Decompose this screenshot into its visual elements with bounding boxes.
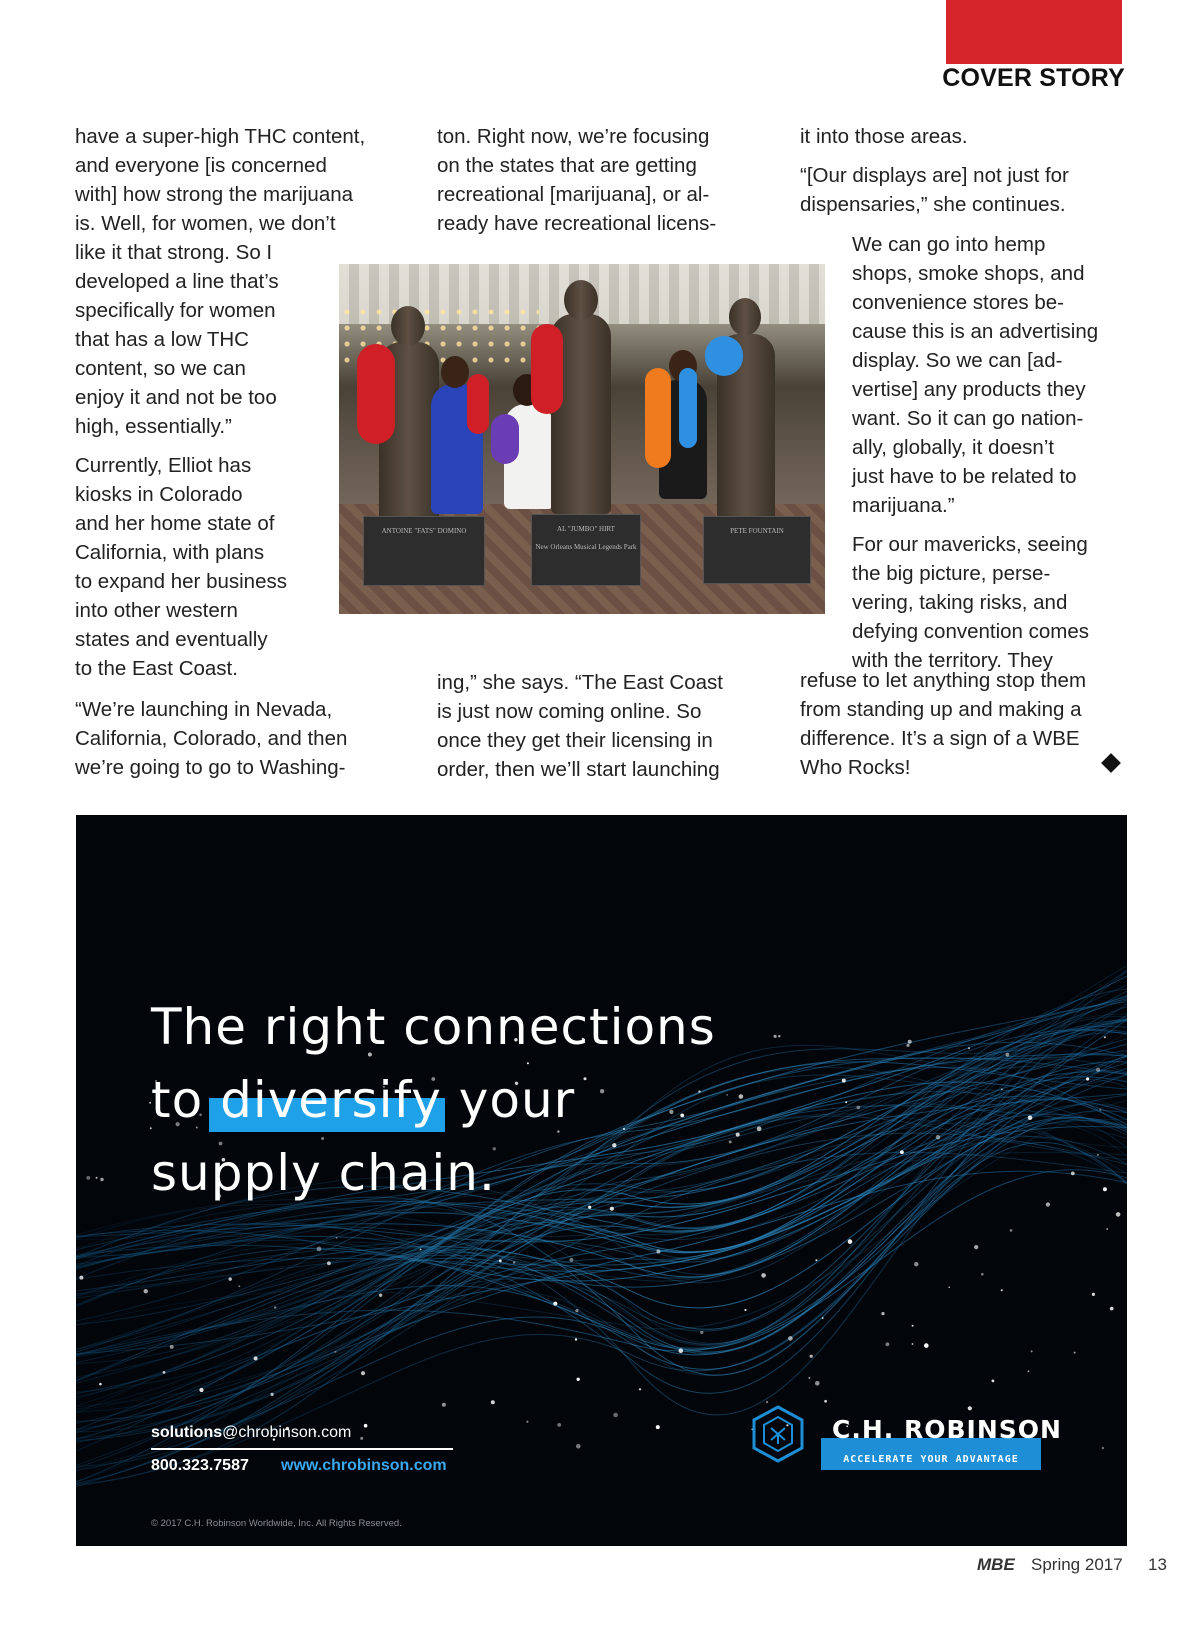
article-paragraph: it into those areas. bbox=[800, 125, 968, 148]
article-paragraph: We can go into hemp shops, smoke shops, and convenience stores be- cause this is an advertising display. So we can [ad- vertise] any products they want. So it can go nation- ally, globally, it doesn’t just have to be related to marijuana.” bbox=[852, 233, 1099, 517]
article-paragraph: Currently, Elliot has kiosks in Colorado and her home state of California, with plans to expand her business into other western states and eventually to the East Coast. bbox=[75, 454, 287, 680]
brand-tagline: ACCELERATE YOUR ADVANTAGE bbox=[821, 1438, 1041, 1470]
statue-pedestal bbox=[531, 514, 641, 586]
plaque-text: PETE FOUNTAIN bbox=[730, 527, 784, 535]
article-paragraph: refuse to let anything stop them from standing up and making a difference. It’s a sign of a WBE Who Rocks! bbox=[800, 669, 1087, 779]
contact-divider bbox=[151, 1448, 453, 1450]
ad-email[interactable] bbox=[151, 1424, 351, 1442]
plaque-subtext: New Orleans Musical Legends Park bbox=[535, 543, 637, 551]
article-paragraph: For our mavericks, seeing the big picture, perse- vering, taking risks, and defying convention comes with the territory. They bbox=[852, 533, 1090, 672]
article-paragraph: “We’re launching in Nevada, California, Colorado, and then we’re going to go to Washing- bbox=[75, 698, 348, 779]
statue-head bbox=[391, 306, 425, 346]
email-user: solutions bbox=[151, 1424, 223, 1441]
feather-boa bbox=[705, 336, 743, 376]
plaque-text: AL "JUMBO" HIRT bbox=[557, 525, 615, 533]
article-column-3-bottom bbox=[800, 666, 1130, 792]
ad-copyright: © 2017 C.H. Robinson Worldwide, Inc. All Rights Reserved. bbox=[151, 1518, 402, 1529]
person-head bbox=[441, 356, 469, 388]
advertisement bbox=[76, 815, 1127, 1546]
article-column-2-top bbox=[437, 122, 767, 248]
feather-boa bbox=[357, 344, 395, 444]
statue-head bbox=[729, 298, 761, 336]
feather-boa bbox=[531, 324, 563, 414]
plaque-text: ANTOINE "FATS" DOMINO bbox=[381, 527, 467, 535]
article-paragraph: ing,” she says. “The East Coast is just now coming online. So once they get their licensing in order, then we’ll start launching bbox=[437, 671, 723, 781]
ad-headline bbox=[151, 991, 716, 1210]
footer-magazine: MBE bbox=[977, 1555, 1015, 1574]
feather-boa bbox=[491, 414, 519, 464]
article-column-3-indented bbox=[852, 230, 1132, 685]
chrobinson-logo-icon bbox=[752, 1405, 804, 1463]
feather-boa bbox=[645, 368, 671, 468]
page-number: 13 bbox=[1148, 1555, 1167, 1574]
brand-name: C.H. ROBINSON bbox=[832, 1415, 1062, 1444]
headline-line-1: The right connections bbox=[151, 998, 716, 1056]
ad-phone[interactable]: 800.323.7587 bbox=[151, 1457, 249, 1474]
article-photo bbox=[339, 264, 825, 614]
email-domain: @chrobinson.com bbox=[222, 1424, 352, 1441]
section-color-block bbox=[946, 0, 1122, 64]
headline-line-2: to diversify your bbox=[151, 1071, 576, 1129]
article-paragraph: “[Our displays are] not just for dispensaries,” she continues. bbox=[800, 164, 1069, 216]
article-paragraph: have a super-high THC content, and everyone [is concerned with] how strong the marijuana is. Well, for women, we don’t like it that strong. So I developed a line that’s specifically for women that has a low THC content, so we can enjoy it and not be too high, essentially.” bbox=[75, 125, 366, 438]
statue-head bbox=[564, 280, 598, 320]
statue-pedestal bbox=[703, 516, 811, 584]
ad-website-link[interactable]: www.chrobinson.com bbox=[281, 1457, 447, 1474]
article-paragraph: ton. Right now, we’re focusing on the states that are getting recreational [marijuana], or al- ready have recreational licens- bbox=[437, 125, 717, 235]
article-column-3-top bbox=[800, 122, 1130, 229]
article-column-1-bottom bbox=[75, 695, 405, 792]
statue-pedestal bbox=[363, 516, 485, 586]
feather-boa bbox=[467, 374, 489, 434]
footer-issue: Spring 2017 bbox=[1031, 1555, 1123, 1574]
section-label: COVER STORY bbox=[942, 64, 1125, 92]
article-column-2-bottom bbox=[437, 668, 767, 794]
headline-line-3: supply chain. bbox=[151, 1144, 496, 1202]
feather-boa bbox=[679, 368, 697, 448]
